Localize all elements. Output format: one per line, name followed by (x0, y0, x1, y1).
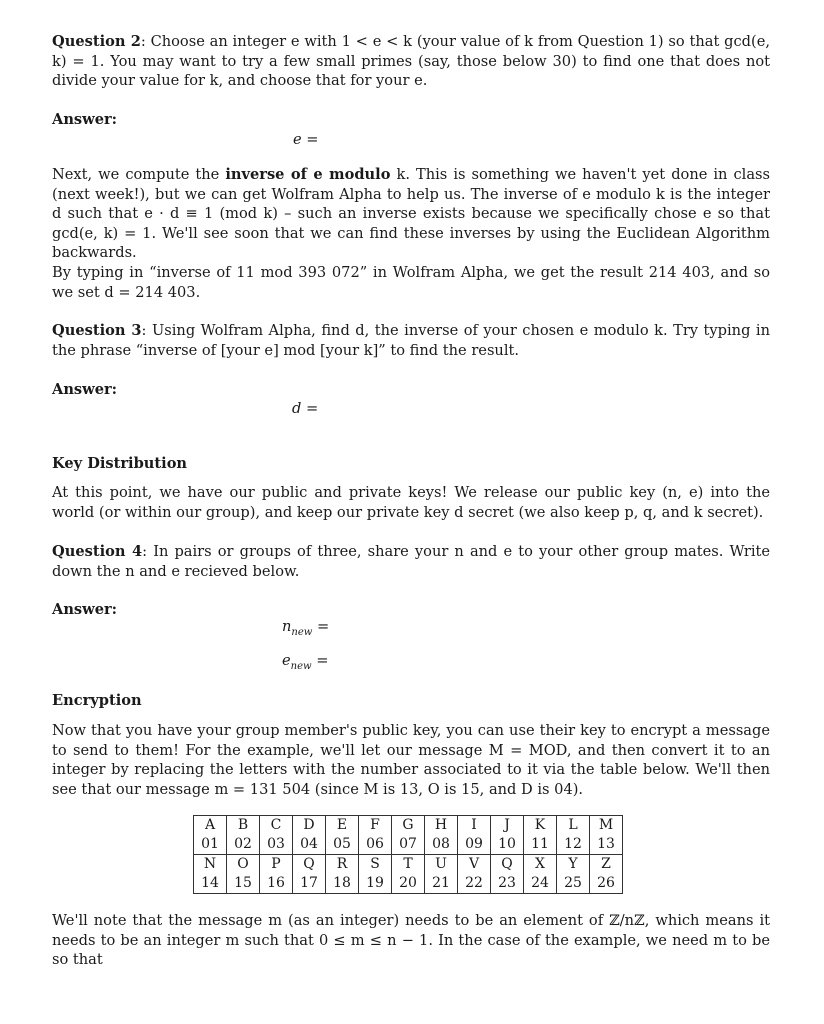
question-4-label: Question 4 (52, 543, 143, 560)
encryption-heading: Encryption (52, 692, 142, 709)
example-paragraph: By typing in “inverse of 11 mod 393 072” in Wolfram Alpha, we get the result 214 403, and so we set d = 214 403. (52, 264, 770, 301)
table-cell: 19 (359, 874, 392, 894)
question-2-text: : Choose an integer e with 1 < e < k (your value of k from Question 1) so that gcd(e, k) = 1. You may want to try a few small primes (say, those below 30) to find one that does not divide your value for k, and choose that for your e. (52, 33, 770, 90)
table-cell: 01 (194, 835, 227, 855)
table-cell: D (293, 816, 326, 836)
table-cell: J (491, 816, 524, 836)
table-cell: K (524, 816, 557, 836)
inverse-paragraph (52, 165, 770, 263)
table-cell: G (392, 816, 425, 836)
inverse-pre: Next, we compute the (52, 166, 226, 183)
table-cell: 11 (524, 835, 557, 855)
table-cell: F (359, 816, 392, 836)
answer-label-q2: Answer: (52, 111, 118, 128)
table-cell: 14 (194, 874, 227, 894)
table-cell: Q (293, 855, 326, 875)
table-cell: 23 (491, 874, 524, 894)
table-cell: 05 (326, 835, 359, 855)
table-cell: 20 (392, 874, 425, 894)
equation-e-new (282, 651, 328, 677)
encryption-text: Now that you have your group member's public key, you can use their key to encrypt a message to send to them! For the example, we'll let our message M = MOD, and then convert it to an integer by replacing the letters with the number associated to it via the table below. We'll then see that our message m = 131 504 (since M is 13, O is 15, and D is 04). (52, 722, 770, 798)
e-symbol: e (282, 652, 291, 669)
table-cell: 09 (458, 835, 491, 855)
question-4 (52, 542, 770, 581)
table-cell: I (458, 816, 491, 836)
table-cell: 26 (590, 874, 623, 894)
table-cell: B (227, 816, 260, 836)
key-distribution-text: At this point, we have our public and private keys! We release our public key (n, e) into the world (or within our group), and keep our private key d secret (we also keep p, q, and k secret). (52, 484, 770, 521)
n-subscript: new (291, 626, 313, 638)
question-4-text: : In pairs or groups of three, share your n and e to your other group mates. Write down the n and e recieved below. (52, 543, 770, 580)
table-cell: C (260, 816, 293, 836)
table-cell: 06 (359, 835, 392, 855)
question-3-text: : Using Wolfram Alpha, find d, the inverse of your chosen e modulo k. Try typing in the phrase “inverse of [your e] mod [your k]” to find the result. (52, 322, 770, 359)
table-cell: 13 (590, 835, 623, 855)
table-cell: O (227, 855, 260, 875)
e-subscript: new (290, 660, 312, 672)
table-cell: 15 (227, 874, 260, 894)
answer-label-q3: Answer: (52, 381, 118, 398)
table-cell: 10 (491, 835, 524, 855)
table-row-letters-2 (194, 855, 623, 875)
table-cell: N (194, 855, 227, 875)
table-cell: 12 (557, 835, 590, 855)
table-cell: 08 (425, 835, 458, 855)
table-cell: 24 (524, 874, 557, 894)
question-2 (52, 32, 770, 91)
key-distribution-heading: Key Distribution (52, 455, 188, 472)
answer-label-q4: Answer: (52, 601, 118, 618)
table-cell: 02 (227, 835, 260, 855)
table-cell: 07 (392, 835, 425, 855)
table-cell: A (194, 816, 227, 836)
equation-e: e = (293, 131, 319, 148)
table-cell: L (557, 816, 590, 836)
n-equals: = (316, 618, 330, 635)
equation-n-new (282, 617, 329, 643)
inverse-bold: inverse of e modulo (225, 166, 391, 183)
table-row-numbers-1 (194, 835, 623, 855)
e-equals: = (316, 652, 329, 669)
table-row-letters-1 (194, 816, 623, 836)
table-cell: 22 (458, 874, 491, 894)
table-cell: P (260, 855, 293, 875)
table-cell: 17 (293, 874, 326, 894)
table-cell: Q (491, 855, 524, 875)
table-cell: X (524, 855, 557, 875)
table-cell: E (326, 816, 359, 836)
table-cell: 21 (425, 874, 458, 894)
table-cell: U (425, 855, 458, 875)
table-cell: Y (557, 855, 590, 875)
table-cell: 18 (326, 874, 359, 894)
table-cell: 03 (260, 835, 293, 855)
inverse-post: k. This is something we haven't yet done in class (next week!), but we can get Wolfram Alpha to help us. The inverse of e modulo k is the integer d such that e · d ≡ 1 (mod k) – such an inverse exists because we specifically chose e so that gcd(e, k) = 1. We'll see soon that we can find these inverses by using the Euclidean Algorithm backwards. (52, 166, 771, 262)
final-paragraph: We'll note that the message m (as an integer) needs to be an element of ℤ/nℤ, which means it needs to be an integer m such that 0 ≤ m ≤ n − 1. In the case of the example, we need m to be so that (52, 912, 770, 969)
table-cell: 25 (557, 874, 590, 894)
table-cell: V (458, 855, 491, 875)
question-2-label: Question 2 (52, 33, 141, 50)
table-row-numbers-2 (194, 874, 623, 894)
equation-d: d = (292, 400, 319, 417)
table-cell: R (326, 855, 359, 875)
table-cell: T (392, 855, 425, 875)
n-symbol: n (282, 618, 292, 635)
table-cell: 16 (260, 874, 293, 894)
letter-number-table (193, 815, 623, 894)
question-3-label: Question 3 (52, 322, 142, 339)
table-cell: M (590, 816, 623, 836)
table-cell: Z (590, 855, 623, 875)
table-cell: 04 (293, 835, 326, 855)
question-3 (52, 321, 770, 360)
table-cell: S (359, 855, 392, 875)
table-cell: H (425, 816, 458, 836)
